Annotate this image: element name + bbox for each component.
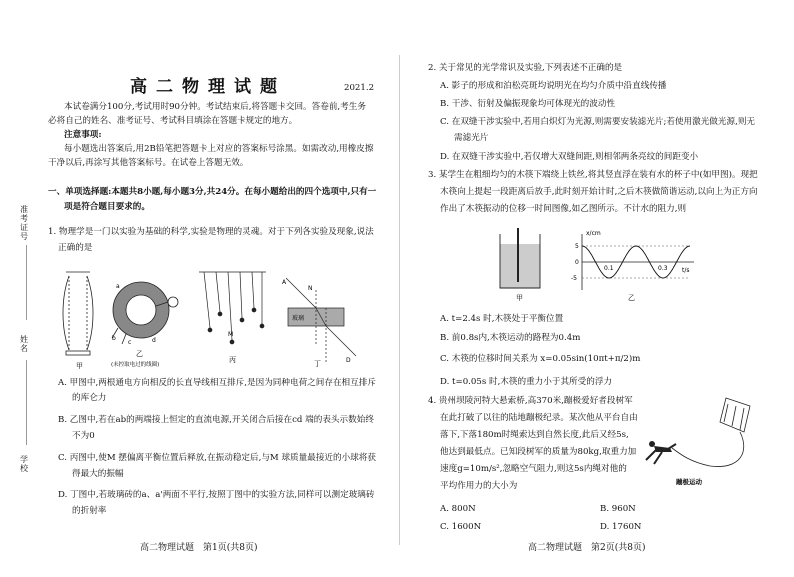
q3-stem: 作出了木筷振动的位移一时间图像,如乙图所示。不计水的阻力,则 <box>440 204 687 214</box>
chart-ytick-neg5: -5 <box>571 275 577 282</box>
q4-bungee-figure <box>640 392 760 496</box>
platform-icon <box>720 398 750 432</box>
svg-text:a: a <box>116 283 120 290</box>
q3-xt-chart <box>566 228 702 304</box>
instruction-line: 每小题选出答案后,用2B铅笔把答题卡上对应的答案标号涂黑。如需改动,用橡皮擦 <box>64 144 374 154</box>
cut-line <box>26 245 27 320</box>
q2-option-d: D. 在双缝干涉实验中,若仅增大双缝间距,则相邻两条亮纹的间距变小 <box>440 152 699 162</box>
q1-option-c-cont: 得最大的振幅 <box>72 469 124 479</box>
svg-text:N: N <box>308 285 313 292</box>
q1-stem: 1. 物理学是一门以实验为基础的科学,实验是物理的灵魂。对于下列各实验及现象,说法 <box>48 227 374 237</box>
page-title: 高二物理试题 <box>130 77 286 97</box>
chart-xtick-0.3: 0.3 <box>658 265 668 272</box>
q1-option-b-cont: 不为0 <box>72 431 95 441</box>
footer-right: 高二物理试题 第2页(共8页) <box>528 543 646 553</box>
instruction-line: 本试卷满分100分,考试用时90分钟。考试结束后,将答题卡交回。答卷前,考生务 <box>64 102 366 112</box>
q2-stem: 2. 关于常见的光学常识及实验,下列表述不正确的是 <box>428 63 623 73</box>
q4-stem: 4. 贵州坝陵河特大悬索桥,高370米,蹦极爱好者段树军 <box>428 396 633 406</box>
q3-stem: 3. 某学生在粗细均匀的木筷下端绕上铁丝,将其竖直浮在装有水的杯子中(如甲图)。现把 <box>428 170 758 180</box>
q1-option-a: A. 甲图中,两根通电方向相反的长直导线相互排斥,是因为同种电荷之间存在相互排斥 <box>58 378 376 388</box>
q2-option-c-cont: 需滤光片 <box>454 133 489 143</box>
bungee-cord <box>672 432 744 467</box>
q4-stem: 速度g=10m/s²,忽略空气阻力,则这5s内绳对他的 <box>440 464 627 474</box>
fig-note-yi: (未控取电过的线圈) <box>111 362 160 368</box>
jumper-icon <box>646 441 676 464</box>
fig-jia-parallel-wires <box>63 272 93 355</box>
svg-text:b: b <box>112 335 116 342</box>
sidebar-school: 学校 <box>20 455 28 473</box>
section-heading: 一、单项选择题:本题共8小题,每小题3分,共24分。在每小题给出的四个选项中,只有一 <box>48 187 377 197</box>
chart-ytick-5: 5 <box>575 243 579 250</box>
q3-fig-label-jia: 甲 <box>516 294 523 302</box>
q3-fig-label-yi: 乙 <box>628 294 635 302</box>
q4-fig-label: 蹦极运动 <box>676 478 702 486</box>
q3-option-d: D. t=0.05s 时,木筷的重力小于其所受的浮力 <box>440 377 613 387</box>
chart-ylabel: x/cm <box>586 230 601 237</box>
q3-option-c: C. 木筷的位移时间关系为 x=0.05sin(10πt+π/2)m <box>440 354 641 364</box>
chart-xtick-0.1: 0.1 <box>604 265 614 272</box>
q3-option-b: B. 前0.8s内,木筷运动的路程为0.4m <box>440 333 581 343</box>
q4-option-c: C. 1600N <box>440 522 482 532</box>
fig-label-yi: 乙 <box>136 350 143 358</box>
q1-option-a-cont: 的库仑力 <box>72 393 107 403</box>
q3-option-a: A. t=2.4s 时,木筷处于平衡位置 <box>440 314 564 324</box>
chart-xlabel: t/s <box>682 267 690 274</box>
q3-stem: 木筷向上提起一段距离后放手,此时刻开始计时,之后木筷做简谐运动,以向上为正方向 <box>440 187 758 197</box>
instruction-line: 干净以后,再涂写其他答案标号。在试卷上答题无效。 <box>48 158 249 168</box>
instruction-line: 必将自己的姓名、准考证号、考试科目填涂在答题卡规定的地方。 <box>48 116 298 126</box>
svg-text:D: D <box>346 357 351 364</box>
q4-stem: 落下,下落180m时绳索达到自然长度,此后又经5s, <box>440 430 629 440</box>
notice-heading: 注意事项: <box>64 130 102 140</box>
q1-stem: 正确的是 <box>58 243 93 253</box>
q2-option-a: A. 影子的形成和泊松亮斑均说明光在均匀介质中沿直线传播 <box>440 81 667 91</box>
page-divider <box>399 55 400 545</box>
fig-yi-toroid <box>112 282 178 344</box>
fig-label-jia: 甲 <box>76 362 83 370</box>
q4-stem: 在此打破了以往的陆地蹦极纪录。某次他从平台自由 <box>440 413 638 423</box>
q1-option-d: D. 丁图中,若玻璃砖的a、a'两面不平行,按照丁图中的实验方法,同样可以测定玻璃砖 <box>58 490 375 500</box>
fig-label-bing: 丙 <box>229 356 236 364</box>
q2-option-c: C. 在双缝干涉实验中,若用白炽灯为光源,则需要安装滤光片;若使用激光做光源,则无 <box>440 117 756 127</box>
svg-text:M: M <box>228 331 234 338</box>
chart-ytick-0: 0 <box>575 259 579 266</box>
q4-stem: 平均作用力的大小为 <box>440 481 518 491</box>
q1-option-d-cont: 的折射率 <box>72 506 107 516</box>
exam-date: 2021.2 <box>344 83 375 93</box>
svg-text:c: c <box>128 339 132 346</box>
q4-option-d: D. 1760N <box>600 522 642 532</box>
cut-line <box>26 360 27 445</box>
q3-cup-figure <box>494 226 554 302</box>
q1-figures <box>56 268 374 372</box>
sidebar-name: 姓名 <box>20 335 28 353</box>
fig-label-ding: 丁 <box>314 360 321 368</box>
q4-stem: 他达到最低点。已知段树军的质量为80kg,取重力加 <box>440 447 637 457</box>
svg-text:A: A <box>282 279 287 286</box>
q1-option-c: C. 丙图中,使M 摆偏离平衡位置后释放,在振动稳定后,与M 球质量最接近的小球将获 <box>58 453 376 463</box>
section-heading: 项是符合题目要求的。 <box>64 202 150 212</box>
q2-option-b: B. 干涉、衍射及偏振现象均可体现光的波动性 <box>440 99 616 109</box>
q4-option-b: B. 960N <box>600 504 636 514</box>
svg-text:d: d <box>152 337 156 344</box>
q1-option-b: B. 乙图中,若在ab的两端接上恒定的直流电源,开关闭合后接在cd 端的表头示数始终 <box>58 415 374 425</box>
fig-glass-label: 玻璃 <box>292 315 305 322</box>
sidebar-exam-number: 准考证号 <box>20 205 28 241</box>
footer-left: 高二物理试题 第1页(共8页) <box>140 543 258 553</box>
q4-option-a: A. 800N <box>440 504 476 514</box>
